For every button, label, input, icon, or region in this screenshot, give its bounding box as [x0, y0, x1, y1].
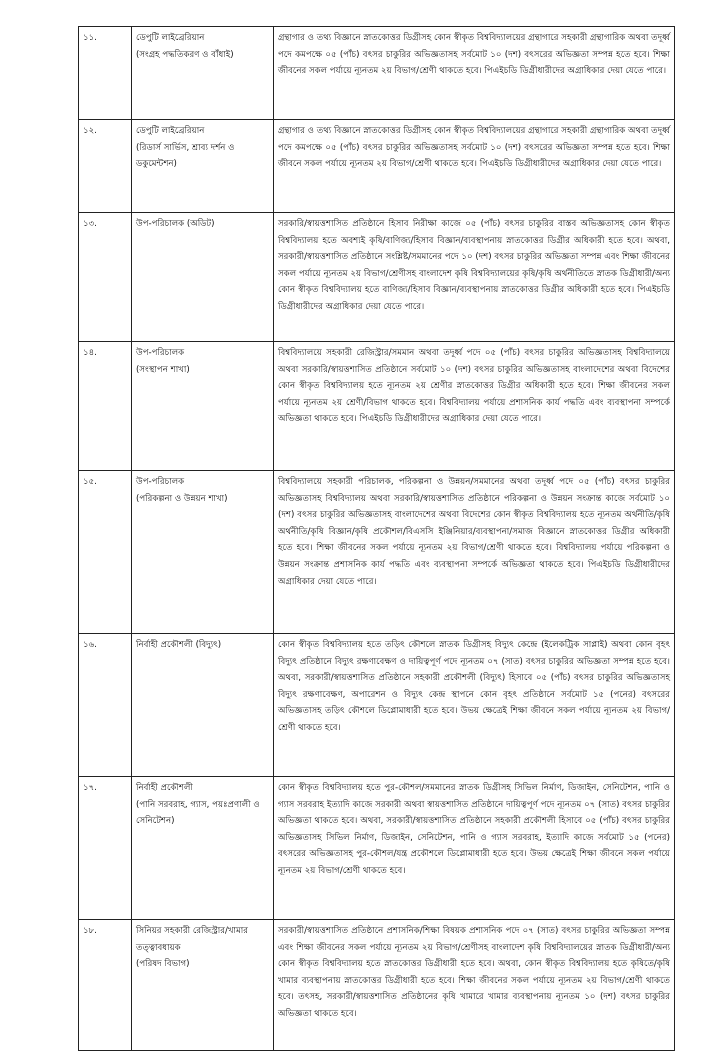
post-title: নির্বাহী প্রকৌশলী — [136, 783, 193, 793]
post-title: সিনিয়র সহকারী রেজিস্ট্রার/খামার তত্ত্বাবধায়ক — [136, 926, 248, 953]
qualification-text: বিশ্ববিদ্যালয়ে সহকারী পরিচালক, পরিকল্পনা ও উন্নয়ন/সমমানের অথবা তদূর্ধ্ব পদে ০৫ (পাঁচ) বৎসর চাকুরির অভিজ্ঞতাসহ বিশ্ববিদ্যালয় অথবা সরকারি/স্বায়ত্তশাসিত প্রতিষ্ঠানে পরিকল্পনা ও উন্নয়ন সংক্রান্ত কাজে সর্বমোট ১০ (দশ) বৎসর চাকুরির অভিজ্ঞতাসহ বাংলাদেশের অথবা বিদেশের কোন স্বীকৃত বিশ্ববিদ্যালয় হতে ন্যূনতম অর্থনীতি/কৃষি অর্থনীতি/কৃষি বিজ্ঞান/কৃষি প্রকৌশল/বিএসসি ইঞ্জিনিয়ার/ব্যবস্থাপনা/সমাজ বিজ্ঞানে স্নাতকোত্তর ডিগ্রীর অধিকারী হতে হবে। শিক্ষা জীবনের সকল পর্যায়ে ন্যূনতম ২য় বিভাগ/শ্রেণী থাকতে হবে। বিশ্ববিদ্যালয় পর্যায়ে পরিকল্পনা ও উন্নয়ন সংক্রান্ত প্রশাসনিক কার্য পদ্ধতি এবং ব্যবস্থাপনা সম্পর্কে অভিজ্ঞতা থাকতে হবে। পিএইচডি ডিগ্রীধারীদের অগ্রাধিকার দেয়া যেতে পারে। — [274, 471, 675, 634]
table-row — [79, 120, 675, 213]
table-row — [79, 27, 675, 120]
serial-number: ১২. — [79, 120, 132, 213]
serial-number: ১৬. — [79, 634, 132, 777]
post-name-cell — [132, 471, 274, 634]
post-name-cell — [132, 213, 274, 342]
document-page — [78, 26, 668, 1051]
post-title: নির্বাহী প্রকৌশলী (বিদ্যুৎ) — [136, 640, 222, 650]
post-title: ডেপুটি লাইব্রেরিয়ান — [136, 33, 205, 43]
qualification-text: সরকারী/স্বায়ত্তশাসিত প্রতিষ্ঠানে প্রশাসনিক/শিক্ষা বিষয়ক প্রশাসনিক পদে ০৭ (সাত) বৎসর চাকুরির অভিজ্ঞতা সম্পন্ন এবং শিক্ষা জীবনের সকল পর্যায়ে ন্যূনতম ২য় বিভাগ/শ্রেণীসহ বাংলাদেশ কৃষি বিশ্ববিদ্যালয়ের স্নাতক ডিগ্রীধারী/অন্য কোন স্বীকৃত বিশ্ববিদ্যালয় হতে স্নাতকোত্তর ডিগ্রীধারী হতে হবে। অথবা, কোন স্বীকৃত বিশ্ববিদ্যালয় হতে কৃষিতে/কৃষি খামার ব্যবস্থাপনায় স্নাতকোত্তর ডিগ্রীধারী হতে হবে। শিক্ষা জীবনের সকল পর্যায়ে ন্যূনতম ২য় বিভাগ/শ্রেণী থাকতে হবে। তৎসহ, সরকারী/স্বায়ত্তশাসিত প্রতিষ্ঠানের কৃষি খামারে খামার ব্যবস্থাপনায় ন্যূনতম ১০ (দশ) বৎসর চাকুরির অভিজ্ঞতা থাকতে হবে। — [274, 920, 675, 1051]
serial-number: ১৭. — [79, 777, 132, 920]
post-subtitle: (পানি সরবরাহ, গ্যাস, পয়ঃপ্রণালী ও সেনিটেশন) — [136, 799, 260, 827]
post-name-cell — [132, 634, 274, 777]
post-name-cell — [132, 27, 274, 120]
post-subtitle: (রিডার্স সার্ভিস, শ্রাব্য দর্শন ও ডকুমেন্টশন) — [136, 142, 235, 170]
table-row — [79, 342, 675, 471]
serial-number: ১৪. — [79, 342, 132, 471]
post-name-cell — [132, 342, 274, 471]
post-title: উপ-পরিচালক — [136, 477, 185, 487]
serial-number: ১৮. — [79, 920, 132, 1051]
table-row — [79, 920, 675, 1051]
qualification-text: গ্রন্থাগার ও তথ্য বিজ্ঞানে স্নাতকোত্তর ডিগ্রীসহ কোন স্বীকৃত বিশ্ববিদ্যালয়ের গ্রন্থাগারে সহকারী গ্রন্থাগারিক অথবা তদূর্ধ্ব পদে কমপক্ষে ০৫ (পাঁচ) বৎসর চাকুরির অভিজ্ঞতাসহ সর্বমোট ১০ (দশ) বৎসরের অভিজ্ঞতা সম্পন্ন হতে হবে। শিক্ষা জীবনের সকল পর্যায়ে ন্যূনতম ২য় বিভাগ/শ্রেণী থাকতে হবে। পিএইচডি ডিগ্রীধারীদের অগ্রাধিকার দেয়া যেতে পারে। — [274, 27, 675, 120]
post-name-cell — [132, 777, 274, 920]
serial-number: ১১. — [79, 27, 132, 120]
post-subtitle: (পরিষদ বিভাগ) — [136, 959, 190, 970]
post-title: উপ-পরিচালক — [136, 348, 185, 358]
post-subtitle: (সংস্থাপন শাখা) — [136, 364, 190, 375]
qualification-text: সরকারি/স্বায়ত্তশাসিত প্রতিষ্ঠানে হিসাব নিরীক্ষা কাজে ০৫ (পাঁচ) বৎসর চাকুরির বাস্তব অভিজ্ঞতাসহ কোন স্বীকৃত বিশ্ববিদ্যালয় হতে অবশ্যই কৃষি/বাণিজ্য/হিসাব বিজ্ঞান/ব্যবস্থাপনায় স্নাতকোত্তর ডিগ্রীর অধিকারী হতে হবে। অথবা, সরকারী/স্বায়ত্তশাসিত প্রতিষ্ঠানে সংশ্লিষ্ট/সমমানের পদে ১০ (দশ) বৎসর চাকুরির অভিজ্ঞতা সম্পন্ন এবং শিক্ষা জীবনের সকল পর্যায়ে ন্যূনতম ২য় বিভাগ/শ্রেণীসহ বাংলাদেশ কৃষি বিশ্ববিদ্যালয়ের কৃষি/কৃষি অর্থনীতিতে স্নাতক ডিগ্রীধারী/অন্য কোন স্বীকৃত বিশ্ববিদ্যালয় হতে বাণিজ্য/হিসাব বিজ্ঞান/ব্যবস্থাপনায় স্নাতকোত্তর ডিগ্রীর অধিকারী হতে হবে। পিএইচডি ডিগ্রীধারীদের অগ্রাধিকার দেয়া যেতে পারে। — [274, 213, 675, 342]
post-title: ডেপুটি লাইব্রেরিয়ান — [136, 126, 205, 136]
serial-number: ১৫. — [79, 471, 132, 634]
qualification-text: কোন স্বীকৃত বিশ্ববিদ্যালয় হতে তড়িৎ কৌশলে স্নাতক ডিগ্রীসহ বিদ্যুৎ কেন্দ্রে (ইলেকট্রিক সাপ্লাই) অথবা কোন বৃহৎ বিদ্যুৎ প্রতিষ্ঠানে বিদ্যুৎ রক্ষণাবেক্ষণ ও দায়িত্বপূর্ণ পদে ন্যূনতম ০৭ (সাত) বৎসর চাকুরির অভিজ্ঞতা সম্পন্ন হতে হবে। অথবা, সরকারী/স্বায়ত্তশাসিত প্রতিষ্ঠানে সহকারী প্রকৌশলী (বিদ্যুৎ) হিসাবে ০৫ (পাঁচ) বৎসর চাকুরির অভিজ্ঞতাসহ বিদ্যুৎ রক্ষণাবেক্ষণ, অপারেশন ও বিদ্যুৎ কেন্দ্র স্থাপনে কোন বৃহৎ প্রতিষ্ঠানে সর্বমোট ১৫ (পনের) বৎসরের অভিজ্ঞতাসহ তড়িৎ কৌশলে ডিপ্লোমাধারী হতে হবে। উভয় ক্ষেত্রেই শিক্ষা জীবনে সকল পর্যায়ে ন্যূনতম ২য় বিভাগ/শ্রেণী থাকতে হবে। — [274, 634, 675, 777]
qualification-text: কোন স্বীকৃত বিশ্ববিদ্যালয় হতে পুর-কৌশল/সমমানের স্নাতক ডিগ্রীসহ সিভিল নির্মাণ, ডিজাইন, সেনিটেশন, পানি ও গ্যাস সরবরাহ ইত্যাদি কাজে সরকারী অথবা স্বায়ত্তশাসিত প্রতিষ্ঠানে দায়িত্বপূর্ণ পদে ন্যূনতম ০৭ (সাত) বৎসর চাকুরির অভিজ্ঞতা থাকতে হবে। অথবা, সরকারী/স্বায়ত্তশাসিত প্রতিষ্ঠানে সহকারী প্রকৌশলী হিসাবে ০৫ (পাঁচ) বৎসর চাকুরির অভিজ্ঞতাসহ সিভিল নির্মাণ, ডিজাইন, সেনিটেশন, পানি ও গ্যাস সরবরাহ, ইত্যাদি কাজে সর্বমোট ১৫ (পনের) বৎসরের অভিজ্ঞতাসহ পুর-কৌশল/যন্ত্র প্রকৌশলে ডিপ্লোমাধারী হতে হবে। উভয় ক্ষেত্রেই শিক্ষা জীবনে সকল পর্যায়ে ন্যূনতম ২য় বিভাগ/শ্রেণী থাকতে হবে। — [274, 777, 675, 920]
post-name-cell — [132, 920, 274, 1051]
qualification-text: গ্রন্থাগার ও তথ্য বিজ্ঞানে স্নাতকোত্তর ডিগ্রীসহ কোন স্বীকৃত বিশ্ববিদ্যালয়ের গ্রন্থাগারে সহকারী গ্রন্থাগারিক অথবা তদূর্ধ্ব পদে কমপক্ষে ০৫ (পাঁচ) বৎসর চাকুরির অভিজ্ঞতাসহ সর্বমোট ১০ (দশ) বৎসরের অভিজ্ঞতা সম্পন্ন হতে হবে। শিক্ষা জীবনে সকল পর্যায়ে ন্যূনতম ২য় বিভাগ/শ্রেণী থাকতে হবে। পিএইচডি ডিগ্রীধারীদের অগ্রাধিকার দেয়া যেতে পারে। — [274, 120, 675, 213]
qualification-table — [78, 26, 675, 1051]
table-row — [79, 634, 675, 777]
table-row — [79, 213, 675, 342]
post-name-cell — [132, 120, 274, 213]
table-row — [79, 777, 675, 920]
serial-number: ১৩. — [79, 213, 132, 342]
qualification-text: বিশ্ববিদ্যালয়ে সহকারী রেজিস্ট্রার/সমমান অথবা তদূর্ধ্ব পদে ০৫ (পাঁচ) বৎসর চাকুরির অভিজ্ঞতাসহ বিশ্ববিদ্যালয়ে অথবা সরকারি/স্বায়ত্তশাসিত প্রতিষ্ঠানে সর্বমোট ১০ (দশ) বৎসর চাকুরির অভিজ্ঞতাসহ বাংলাদেশের অথবা বিদেশের কোন স্বীকৃত বিশ্ববিদ্যালয় হতে ন্যূনতম ২য় শ্রেণীর স্নাতকোত্তর ডিগ্রীর অধিকারী হতে হবে। শিক্ষা জীবনের সকল পর্যায়ে ন্যূনতম ২য় শ্রেণী/বিভাগ থাকতে হবে। বিশ্ববিদ্যালয় পর্যায়ে প্রশাসনিক কার্য পদ্ধতি এবং ব্যবস্থাপনা সম্পর্কে অভিজ্ঞতা থাকতে হবে। পিএইচডি ডিগ্রীধারীদের অগ্রাধিকার দেয়া যেতে পারে। — [274, 342, 675, 471]
post-subtitle: (পরিকল্পনা ও উন্নয়ন শাখা) — [136, 493, 228, 504]
table-row — [79, 471, 675, 634]
post-subtitle: (সংগ্রহ পদ্ধতিকরণ ও বাঁধাই) — [136, 49, 234, 60]
post-title: উপ-পরিচালক (অডিট) — [136, 219, 215, 229]
